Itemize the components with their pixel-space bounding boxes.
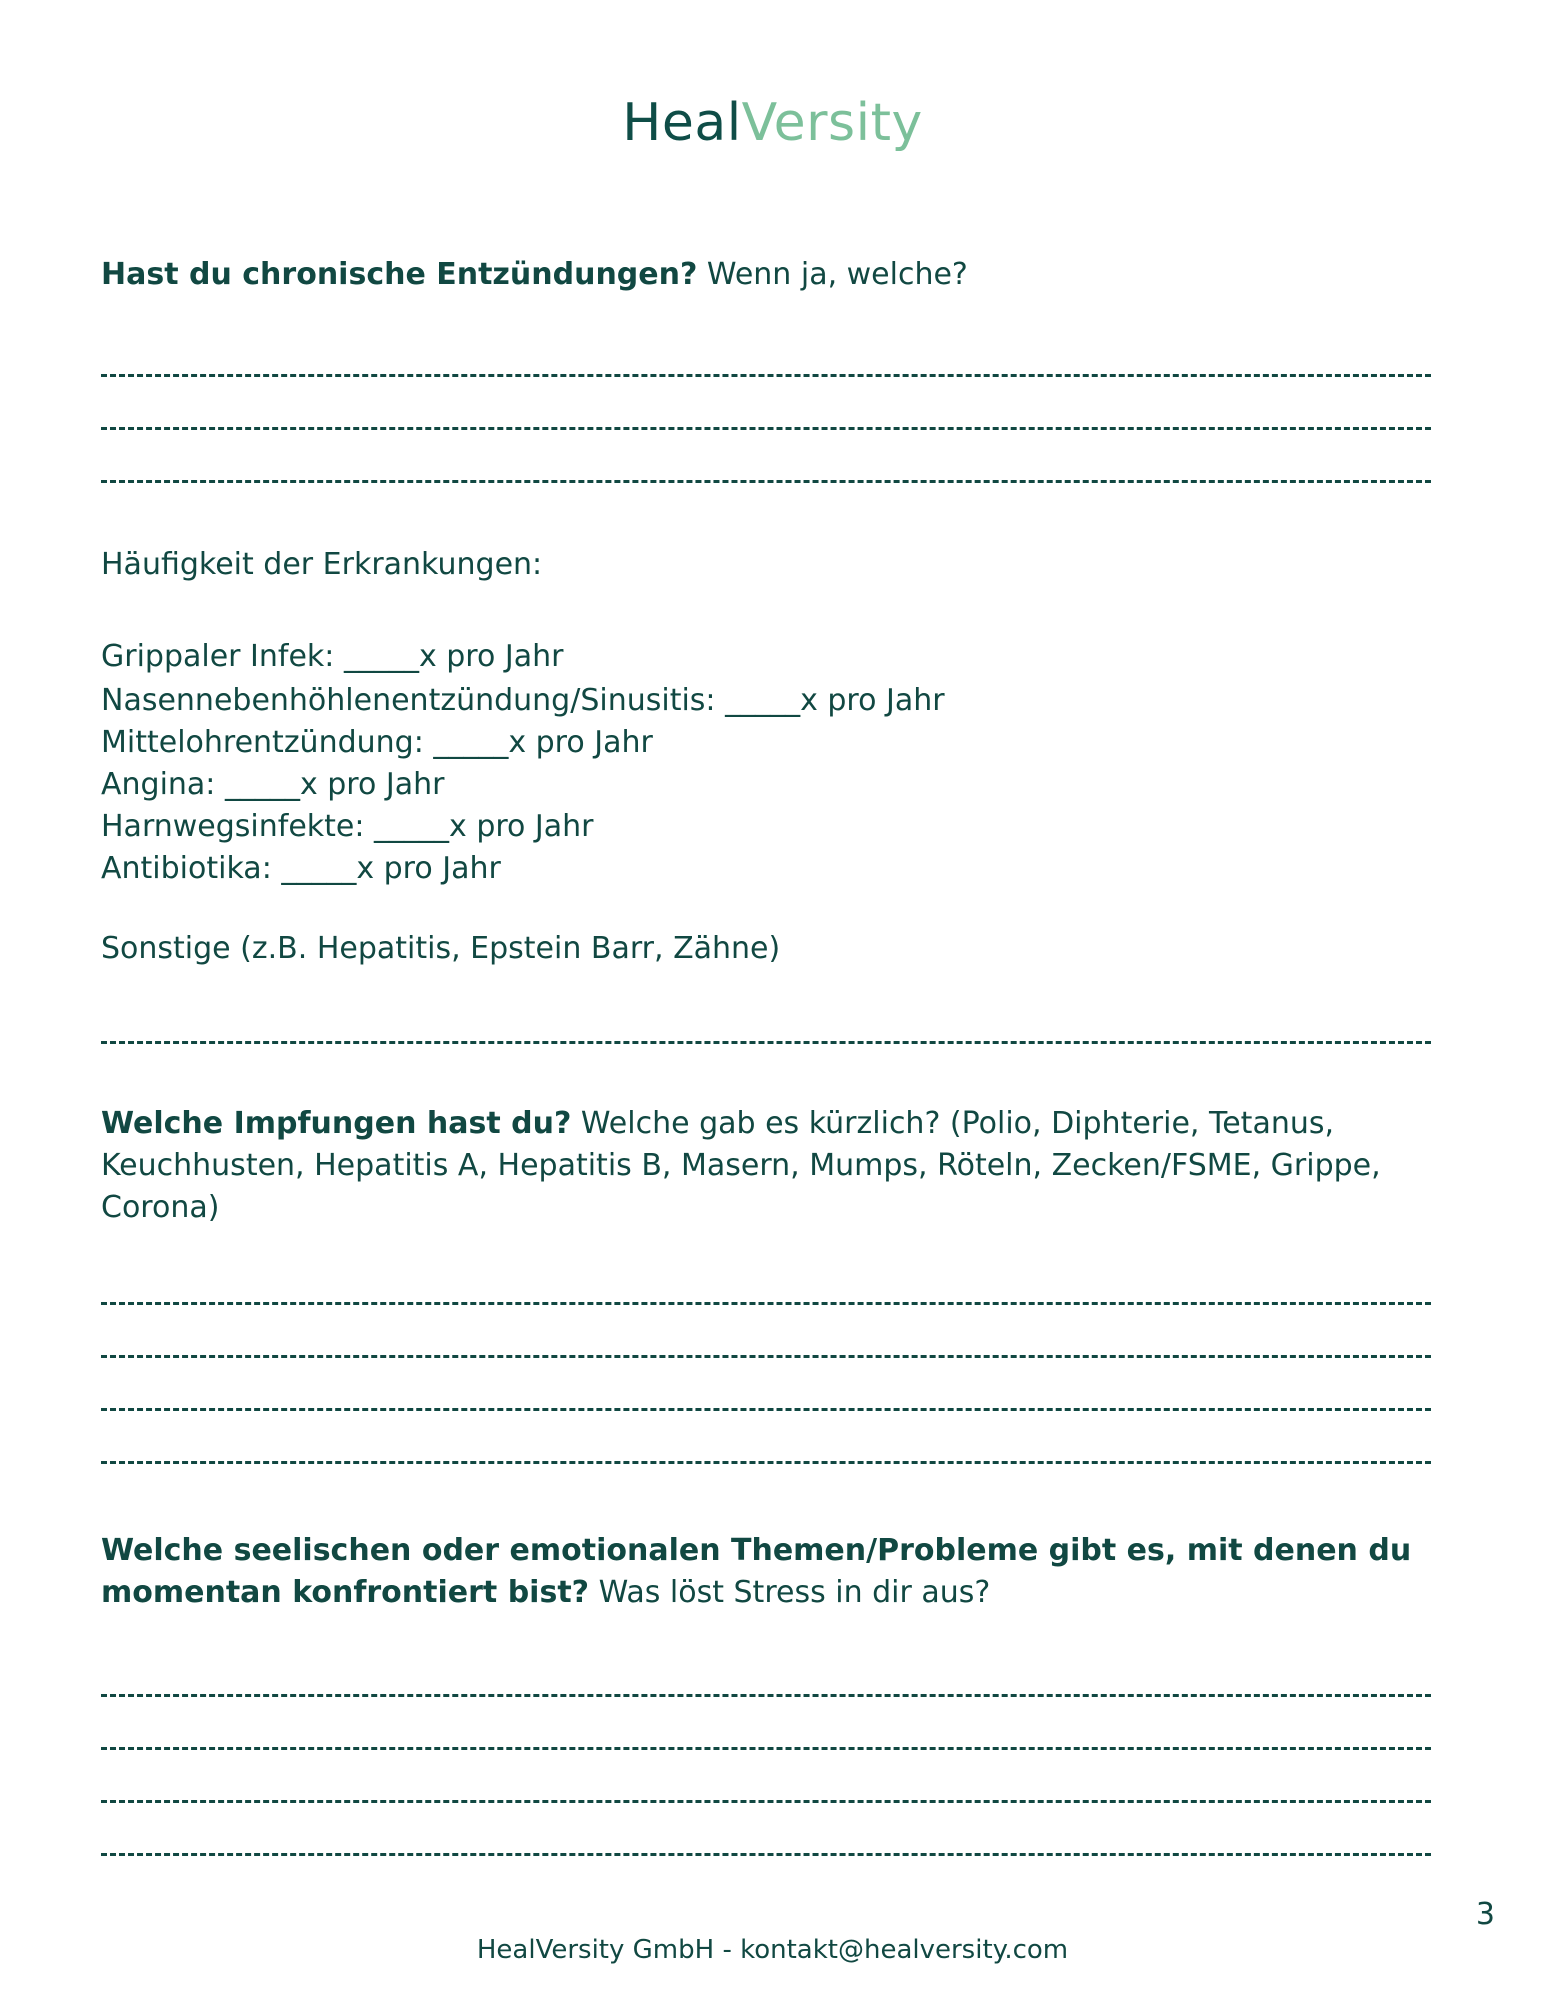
answer-line[interactable] <box>101 1800 1431 1803</box>
brand-logo-heal: Heal <box>622 93 742 153</box>
answer-line[interactable] <box>101 1355 1431 1358</box>
question-chronic-inflammation-rest: Wenn ja, welche? <box>697 257 968 292</box>
question-emotional-topics <box>101 1530 1441 1614</box>
question-chronic-inflammation-bold: Hast du chronische Entzündungen? <box>101 257 698 292</box>
question-vaccinations <box>101 1103 1441 1229</box>
frequency-item-angina: Angina: _____x pro Jahr <box>101 767 445 802</box>
question-vaccinations-bold: Welche Impfungen hast du? <box>101 1106 572 1141</box>
page-number: 3 <box>1475 1897 1495 1932</box>
answer-line[interactable] <box>101 374 1431 377</box>
answer-line[interactable] <box>101 480 1431 483</box>
question-chronic-inflammation <box>101 254 968 296</box>
answer-line[interactable] <box>101 1461 1431 1464</box>
answer-line[interactable] <box>101 1302 1431 1305</box>
frequency-heading: Häufigkeit der Erkrankungen: <box>101 547 543 582</box>
footer-contact: HealVersity GmbH - kontakt@healversity.com <box>476 1935 1069 1965</box>
answer-line[interactable] <box>101 1041 1431 1044</box>
frequency-item-antibiotics: Antibiotika: _____x pro Jahr <box>101 851 501 886</box>
answer-line[interactable] <box>101 1853 1431 1856</box>
answer-line[interactable] <box>101 427 1431 430</box>
frequency-item-uti: Harnwegsinfekte: _____x pro Jahr <box>101 809 594 844</box>
question-vaccinations-rest: Welche gab es kürzlich? (Polio, Diphterie, Tetanus, Keuchhusten, Hepatitis A, Hepatitis B, Masern, Mumps, Röteln, Zecken/FSME, Grippe, Corona) <box>101 1106 1381 1225</box>
frequency-item-flu: Grippaler Infek: _____x pro Jahr <box>101 639 564 674</box>
frequency-item-otitis: Mittelohrentzündung: _____x pro Jahr <box>101 725 653 760</box>
answer-line[interactable] <box>101 1694 1431 1697</box>
frequency-other: Sonstige (z.B. Hepatitis, Epstein Barr, Zähne) <box>101 931 781 966</box>
brand-logo <box>0 88 1545 158</box>
brand-logo-versity: Versity <box>741 93 923 153</box>
question-emotional-topics-rest: Was löst Stress in dir aus? <box>589 1575 991 1610</box>
answer-line[interactable] <box>101 1408 1431 1411</box>
frequency-item-sinusitis: Nasennebenhöhlenentzündung/Sinusitis: _____x pro Jahr <box>101 683 945 718</box>
question-emotional-topics-bold: Welche seelischen oder emotionalen Themen/Probleme gibt es, mit denen du momentan konfrontiert bist? <box>101 1533 1412 1610</box>
answer-line[interactable] <box>101 1747 1431 1750</box>
